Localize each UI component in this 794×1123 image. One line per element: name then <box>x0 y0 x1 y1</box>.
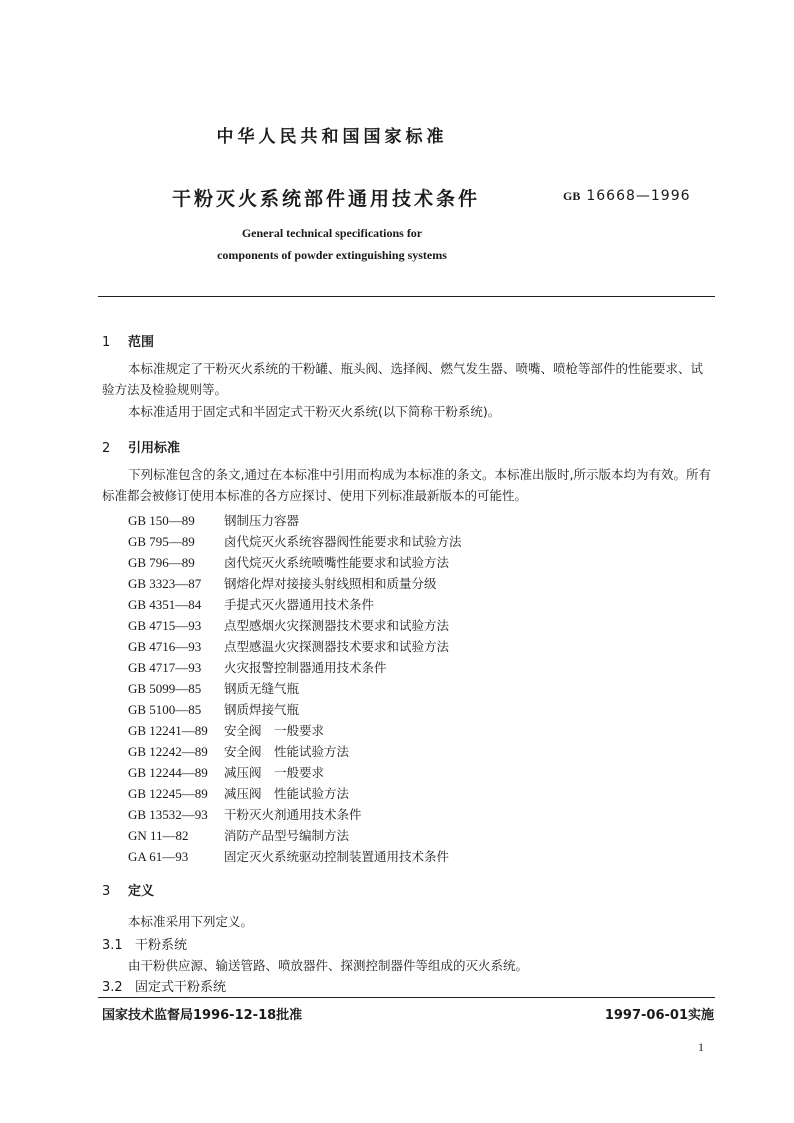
reference-code: GB 12241—89 <box>128 723 208 738</box>
reference-item <box>128 805 362 823</box>
reference-code: GB 12245—89 <box>128 786 208 801</box>
reference-item <box>128 763 324 781</box>
reference-code: GB 795—89 <box>128 534 195 549</box>
section-2-title: 引用标准 <box>128 441 181 456</box>
section-2-heading <box>102 437 180 456</box>
reference-code: GB 150—89 <box>128 513 195 528</box>
section-3-intro: 本标准采用下列定义。 <box>128 914 254 929</box>
reference-title: 卤代烷灭火系统喷嘴性能要求和试验方法 <box>224 555 450 570</box>
reference-item <box>128 532 462 550</box>
reference-code: GA 61—93 <box>128 849 189 864</box>
reference-code: GN 11—82 <box>128 828 189 843</box>
reference-code: GB 796—89 <box>128 555 195 570</box>
page-number: 1 <box>698 1040 704 1054</box>
section-1-paragraph-1: 本标准规定了干粉灭火系统的干粉罐、瓶头阀、选择阀、燃气发生器、喷嘴、喷枪等部件的性能要求、试验方法及检验规则等。 <box>102 361 704 397</box>
subsection-3-1 <box>102 934 187 953</box>
approval-line: 国家技术监督局1996-12-18批准 <box>102 1008 303 1023</box>
reference-item <box>128 784 349 802</box>
reference-code: GB 3323—87 <box>128 576 202 591</box>
reference-code: GB 4716—93 <box>128 639 202 654</box>
reference-title: 安全阀 性能试验方法 <box>224 744 350 759</box>
reference-code: GB 5100—85 <box>128 702 202 717</box>
section-2-intro: 下列标准包含的条文,通过在本标准中引用而构成为本标准的条文。本标准出版时,所示版本均为有效。所有标准都会被修订使用本标准的各方应探讨、使用下列标准最新版本的可能性。 <box>102 467 711 503</box>
reference-title: 火灾报警控制器通用技术条件 <box>224 660 387 675</box>
reference-title: 钢质无缝气瓶 <box>224 681 300 696</box>
reference-item <box>128 847 449 865</box>
standard-code-prefix: GB <box>563 189 581 203</box>
reference-item <box>128 679 299 697</box>
reference-title: 干粉灭火剂通用技术条件 <box>224 807 362 822</box>
reference-title: 卤代烷灭火系统容器阀性能要求和试验方法 <box>224 534 462 549</box>
implementation-line: 1997-06-01实施 <box>604 1008 714 1023</box>
subsection-3-1-text: 由干粉供应源、输送管路、喷放器件、探测控制器件等组成的灭火系统。 <box>128 958 529 973</box>
reference-item <box>128 700 299 718</box>
section-1-title: 范围 <box>128 335 155 350</box>
national-standard-heading: 中华人民共和国国家标准 <box>216 127 448 147</box>
footer-rule <box>98 997 715 998</box>
reference-item <box>128 658 387 676</box>
reference-title: 点型感温火灾探测器技术要求和试验方法 <box>224 639 450 654</box>
subsection-3-2-number: 3.2 <box>102 980 123 995</box>
reference-item <box>128 721 324 739</box>
section-3-heading <box>102 880 154 899</box>
reference-code: GB 12244—89 <box>128 765 208 780</box>
subsection-3-2 <box>102 976 226 995</box>
reference-code: GB 13532—93 <box>128 807 208 822</box>
subsection-3-2-title: 固定式干粉系统 <box>135 980 227 995</box>
section-1-paragraph-2: 本标准适用于固定式和半固定式干粉灭火系统(以下简称干粉系统)。 <box>128 404 501 419</box>
reference-title: 钢熔化焊对接接头射线照相和质量分级 <box>224 576 437 591</box>
reference-title: 点型感烟火灾探测器技术要求和试验方法 <box>224 618 450 633</box>
reference-code: GB 5099—85 <box>128 681 202 696</box>
section-2-number: 2 <box>102 441 111 456</box>
reference-item <box>128 616 449 634</box>
section-3-number: 3 <box>102 884 111 899</box>
reference-title: 钢制压力容器 <box>224 513 300 528</box>
standard-code <box>563 188 691 204</box>
section-1-heading <box>102 331 154 350</box>
reference-item <box>128 637 449 655</box>
reference-title: 固定灭火系统驱动控制装置通用技术条件 <box>224 849 450 864</box>
reference-item <box>128 742 349 760</box>
standard-title: 干粉灭火系统部件通用技术条件 <box>172 188 481 210</box>
subsection-3-1-number: 3.1 <box>102 938 123 953</box>
section-3-title: 定义 <box>128 884 155 899</box>
reference-title: 消防产品型号编制方法 <box>224 828 350 843</box>
reference-title: 减压阀 性能试验方法 <box>224 786 350 801</box>
reference-item <box>128 826 349 844</box>
reference-item <box>128 595 374 613</box>
reference-title: 手提式灭火器通用技术条件 <box>224 597 375 612</box>
header-rule <box>98 296 715 297</box>
reference-title: 钢质焊接气瓶 <box>224 702 300 717</box>
reference-code: GB 4715—93 <box>128 618 202 633</box>
reference-title: 减压阀 一般要求 <box>224 765 325 780</box>
reference-code: GB 4717—93 <box>128 660 202 675</box>
english-title-line-1: General technical specifications for <box>241 226 423 240</box>
english-title-line-2: components of powder extinguishing systems <box>217 248 447 262</box>
reference-code: GB 12242—89 <box>128 744 208 759</box>
reference-title: 安全阀 一般要求 <box>224 723 325 738</box>
standard-code-number: 16668—1996 <box>586 188 691 204</box>
reference-item <box>128 511 299 529</box>
reference-item <box>128 574 437 592</box>
reference-code: GB 4351—84 <box>128 597 202 612</box>
reference-item <box>128 553 449 571</box>
section-1-number: 1 <box>102 335 111 350</box>
subsection-3-1-title: 干粉系统 <box>135 938 188 953</box>
